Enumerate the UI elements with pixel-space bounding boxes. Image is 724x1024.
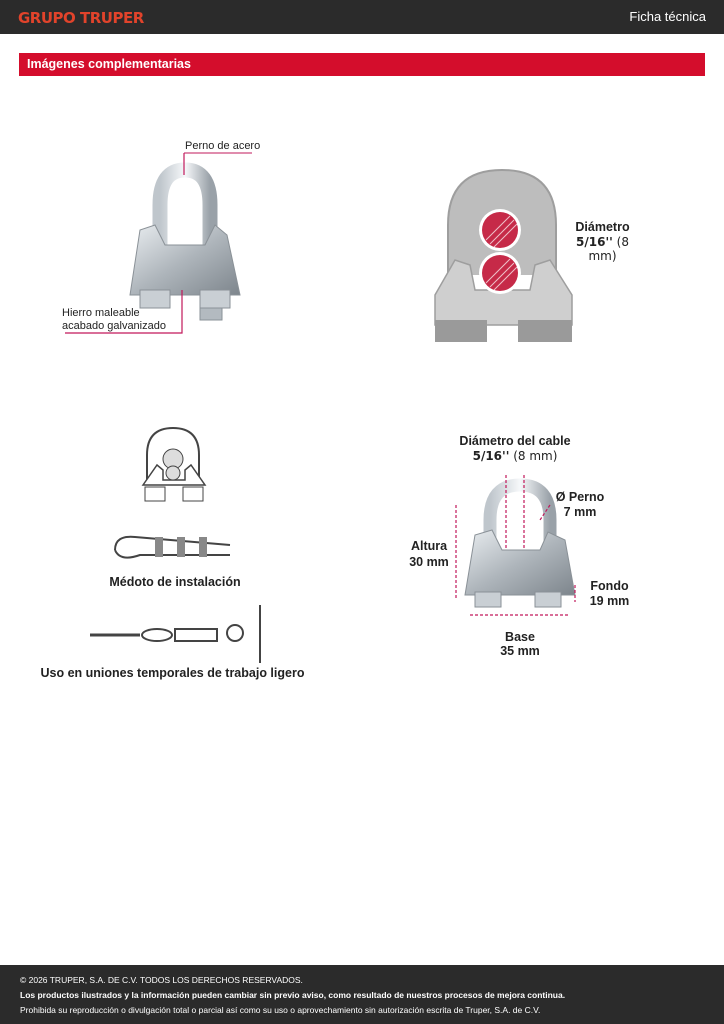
body-callout-label-line1: Hierro maleable	[62, 307, 140, 319]
diameter-diagram	[430, 165, 580, 355]
footer	[0, 965, 724, 1024]
base-value: 35 mm	[500, 644, 540, 658]
right-nut-shape	[200, 290, 230, 308]
left-nut-shape	[140, 290, 170, 308]
section-header	[19, 53, 705, 76]
bolt-diameter-value: 7 mm	[563, 505, 597, 519]
bolt-diameter-label: Ø Perno	[555, 490, 605, 504]
usage-label: Uso en uniones temporales de trabajo ligero	[40, 666, 305, 680]
bolt-callout-label: Perno de acero	[185, 140, 261, 152]
saddle-body-shape	[130, 225, 240, 295]
brand-logo: GRUPO TRUPER	[18, 9, 144, 27]
section-title: Imágenes complementarias	[27, 57, 191, 71]
base-label: Base	[505, 630, 535, 644]
footer-copyright: © 2026 TRUPER, S.A. DE C.V. TODOS LOS DERECHOS RESERVADOS.	[20, 975, 303, 985]
diameter-label: Diámetro	[575, 220, 630, 234]
cable-diameter-label: Diámetro del cable	[459, 434, 571, 448]
installation-diagram	[85, 425, 275, 665]
depth-label: Fondo	[590, 579, 629, 593]
depth-value: 19 mm	[589, 594, 630, 608]
cable-mm: (8 mm)	[513, 449, 558, 463]
header-bar	[0, 0, 724, 34]
diameter-mm: (8 mm)	[588, 235, 629, 263]
diameter-inch: 5/16''	[576, 235, 613, 249]
height-value: 30 mm	[409, 555, 449, 569]
cable-inch: 5/16''	[472, 449, 510, 463]
footer-notice: Los productos ilustrados y la información pueden cambiar sin previo aviso, como resultado de nuestros procesos de mejora continua.	[20, 990, 566, 1000]
diameter-value	[565, 235, 640, 263]
body-callout-label-line2: acabado galvanizado	[62, 320, 166, 332]
document-type: Ficha técnica	[629, 9, 706, 24]
install-method-label: Médoto de instalación	[109, 575, 241, 589]
height-label: Altura	[410, 539, 448, 553]
footer-prohibition: Prohibida su reproducción o divulgación total o parcial así como su uso o aprovechamiento sin autorización escrita de Truper, S.A. de C.V.	[20, 1005, 541, 1015]
cable-diameter-value	[455, 449, 575, 463]
